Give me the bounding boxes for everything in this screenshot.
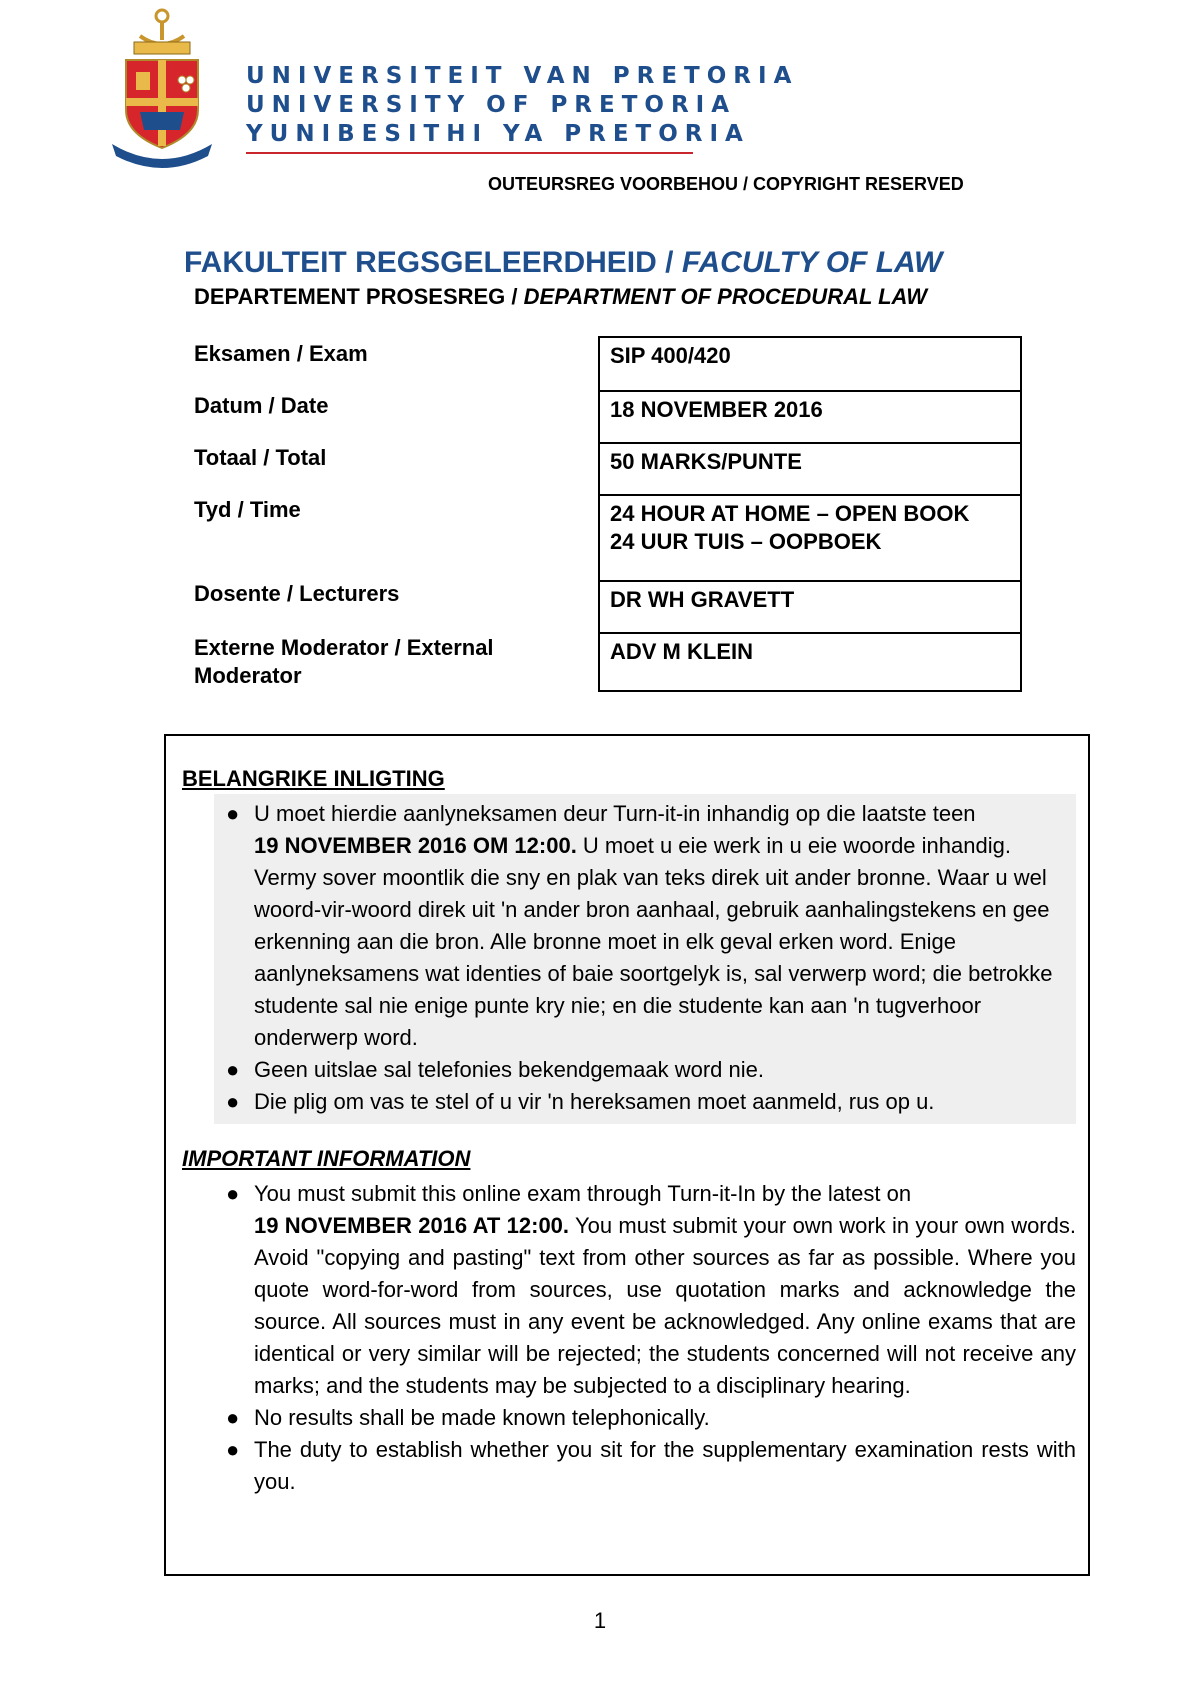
belangrike-b3: Die plig om vas te stel of u vir 'n hereksamen moet aanmeld, rus op u. xyxy=(254,1089,935,1114)
label-time: Tyd / Time xyxy=(194,497,301,522)
important-list xyxy=(214,1178,1076,1498)
bullet-icon: ● xyxy=(226,1437,240,1462)
list-item xyxy=(214,798,1076,1054)
important-b3: The duty to establish whether you sit for the supplementary examination rests with you. xyxy=(254,1437,1076,1494)
label-moderator-line2: Moderator xyxy=(194,663,302,688)
wordmark-sepedi: YUNIBESITHI YA PRETORIA xyxy=(246,121,750,147)
important-b1-intro: You must submit this online exam through Turn-it-In by the latest on xyxy=(254,1181,912,1206)
university-wordmark xyxy=(246,62,799,149)
copyright-notice: OUTEURSREG VOORBEHOU / COPYRIGHT RESERVED xyxy=(488,174,964,194)
bullet-icon: ● xyxy=(226,1089,240,1114)
value-lecturers: DR WH GRAVETT xyxy=(600,580,1020,632)
heading-belangrike-inligting: BELANGRIKE INLIGTING xyxy=(182,766,445,791)
bullet-icon: ● xyxy=(226,801,240,826)
list-item xyxy=(214,1086,1076,1118)
list-item xyxy=(214,1434,1076,1498)
important-b1-body: You must submit your own work in your own words. Avoid "copying and pasting" text from other sources as far as possible. Where you quote word-for-word from sources, use quotation marks and acknowledge the source. All sources must in any event be acknowledged. Any online exams that are identical or very similar will be rejected; the students concerned will not receive any marks; and the students may be subjected to a disciplinary hearing. xyxy=(254,1213,1076,1398)
label-moderator xyxy=(194,634,494,690)
important-b1-deadline: 19 NOVEMBER 2016 AT 12:00. xyxy=(254,1213,570,1238)
department-title xyxy=(194,284,927,310)
belangrike-b1-deadline: 19 NOVEMBER 2016 OM 12:00. xyxy=(254,833,577,858)
faculty-title-af: FAKULTEIT REGSGELEERDHEID / xyxy=(184,246,674,279)
wordmark-english: UNIVERSITY OF PRETORIA xyxy=(246,92,737,118)
list-item xyxy=(214,1178,1076,1402)
important-b2: No results shall be made known telephonically. xyxy=(254,1405,710,1430)
value-time-line2: 24 UUR TUIS – OOPBOEK xyxy=(610,529,882,554)
wordmark-afrikaans: UNIVERSITEIT VAN PRETORIA xyxy=(246,63,799,89)
faculty-title xyxy=(184,246,942,280)
list-item xyxy=(214,1402,1076,1434)
department-title-en: DEPARTMENT OF PROCEDURAL LAW xyxy=(523,284,927,309)
value-moderator: ADV M KLEIN xyxy=(600,632,1020,690)
label-lecturers: Dosente / Lecturers xyxy=(194,581,400,606)
bullet-icon: ● xyxy=(226,1181,240,1206)
value-time-line1: 24 HOUR AT HOME – OPEN BOOK xyxy=(610,501,970,526)
bullet-icon: ● xyxy=(226,1405,240,1430)
heading-important-information: IMPORTANT INFORMATION xyxy=(182,1146,471,1171)
department-title-af: DEPARTEMENT PROSESREG / xyxy=(194,284,518,309)
belangrike-b2: Geen uitslae sal telefonies bekendgemaak word nie. xyxy=(254,1057,764,1082)
value-date: 18 NOVEMBER 2016 xyxy=(600,390,1020,442)
label-total: Totaal / Total xyxy=(194,445,327,470)
value-exam: SIP 400/420 xyxy=(610,343,731,368)
belangrike-b1-body: U moet u eie werk in u eie woorde inhandig. Vermy sover moontlik die sny en plak van teks direk uit ander bronne. Waar u wel woord-vir-woord direk uit 'n ander bron aanhaal, gebruik aanhalingstekens en gee erkenning aan die bron. Alle bronne moet in elk geval erken word. Enige aanlyneksamens wat identies of baie soortgelyk is, sal verwerp word; die betrokke studente sal nie enige punte kry nie; en die studente kan aan 'n tugverhoor onderwerp word. xyxy=(254,833,1053,1050)
university-crest-logo xyxy=(110,6,214,170)
list-item xyxy=(214,1054,1076,1086)
page-number: 1 xyxy=(593,1608,607,1633)
bullet-icon: ● xyxy=(226,1057,240,1082)
exam-info-values-table xyxy=(598,336,1022,692)
information-box xyxy=(164,734,1090,1576)
label-exam: Eksamen / Exam xyxy=(194,341,368,366)
belangrike-list xyxy=(214,798,1076,1118)
value-total: 50 MARKS/PUNTE xyxy=(600,442,1020,494)
faculty-title-en: FACULTY OF LAW xyxy=(681,246,943,279)
value-time xyxy=(600,494,1020,580)
belangrike-b1-intro: U moet hierdie aanlyneksamen deur Turn-it-in inhandig op die laatste teen xyxy=(254,801,976,826)
wordmark-underline xyxy=(246,152,693,154)
label-moderator-line1: Externe Moderator / External xyxy=(194,635,494,660)
label-date: Datum / Date xyxy=(194,393,329,418)
